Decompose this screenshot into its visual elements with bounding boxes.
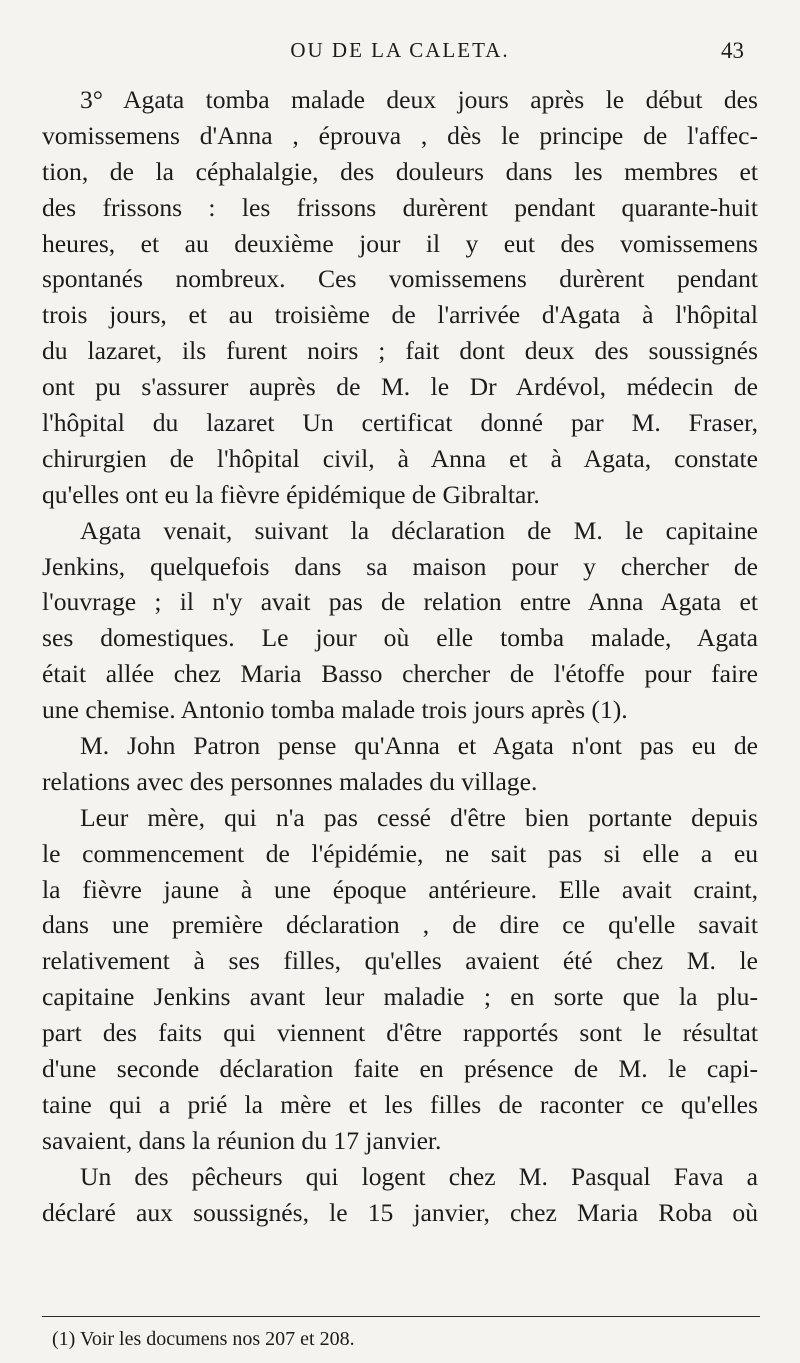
text-line: d'une seconde déclaration faite en présence de M. le capi-	[42, 1054, 758, 1084]
text-line: Jenkins, quelquefois dans sa maison pour y chercher de	[42, 551, 758, 581]
text-line: heures, et au deuxième jour il y eut des vomissemens	[42, 228, 758, 258]
running-title: OU DE LA CALETA.	[290, 38, 510, 62]
text-line: Leur mère, qui n'a pas cessé d'être bien portante depuis	[80, 802, 758, 832]
text-line: vomissemens d'Anna , éprouva , dès le principe de l'affec-	[42, 120, 758, 150]
text-line: 3° Agata tomba malade deux jours après le début des	[80, 85, 758, 114]
body-text	[42, 82, 758, 1231]
text-line: trois jours, et au troisième de l'arrivée d'Agata à l'hôpital	[42, 300, 758, 330]
text-line: relativement à ses filles, qu'elles avaient été chez M. le	[42, 946, 758, 976]
text-line: l'ouvrage ; il n'y avait pas de relation entre Anna Agata et	[42, 587, 758, 617]
text-line: des frissons : les frissons durèrent pendant quarante-huit	[42, 192, 758, 222]
text-line: ont pu s'assurer auprès de M. le Dr Ardévol, médecin de	[42, 372, 758, 402]
text-line: tion, de la céphalalgie, des douleurs dans les membres et	[42, 156, 758, 186]
text-line: était allée chez Maria Basso chercher de l'étoffe pour faire	[42, 659, 758, 689]
text-line: dans une première déclaration , de dire ce qu'elle savait	[42, 910, 758, 940]
text-line: déclaré aux soussignés, le 15 janvier, chez Maria Roba où	[42, 1197, 758, 1227]
text-line: relations avec des personnes malades du village.	[42, 766, 538, 796]
text-line: part des faits qui viennent d'être rapportés sont le résultat	[42, 1018, 758, 1048]
text-line: chirurgien de l'hôpital civil, à Anna et à Agata, constate	[42, 443, 758, 473]
page-number: 43	[721, 38, 744, 63]
text-line: la fièvre jaune à une époque antérieure. Elle avait craint,	[42, 874, 758, 904]
running-head	[0, 38, 800, 68]
text-line: ses domestiques. Le jour où elle tomba malade, Agata	[42, 623, 758, 653]
text-line: Agata venait, suivant la déclaration de M. le capitaine	[80, 515, 758, 545]
text-line: qu'elles ont eu la fièvre épidémique de Gibraltar.	[42, 479, 540, 509]
text-line: spontanés nombreux. Ces vomissemens durèrent pendant	[42, 264, 758, 294]
text-line: du lazaret, ils furent noirs ; fait dont deux des soussignés	[42, 336, 758, 366]
text-line: capitaine Jenkins avant leur maladie ; en sorte que la plu-	[42, 982, 758, 1012]
footnote: (1) Voir les documens nos 207 et 208.	[52, 1328, 355, 1350]
footnote-divider	[42, 1316, 760, 1317]
text-line: une chemise. Antonio tomba malade trois jours après (1).	[42, 695, 628, 725]
text-line: le commencement de l'épidémie, ne sait pas si elle a eu	[42, 838, 758, 868]
text-line: taine qui a prié la mère et les filles de raconter ce qu'elles	[42, 1089, 758, 1119]
text-line: M. John Patron pense qu'Anna et Agata n'ont pas eu de	[80, 731, 758, 761]
text-line: savaient, dans la réunion du 17 janvier.	[42, 1125, 442, 1155]
text-line: l'hôpital du lazaret Un certificat donné par M. Fraser,	[42, 408, 758, 438]
text-line: Un des pêcheurs qui logent chez M. Pasqual Fava a	[80, 1161, 758, 1191]
